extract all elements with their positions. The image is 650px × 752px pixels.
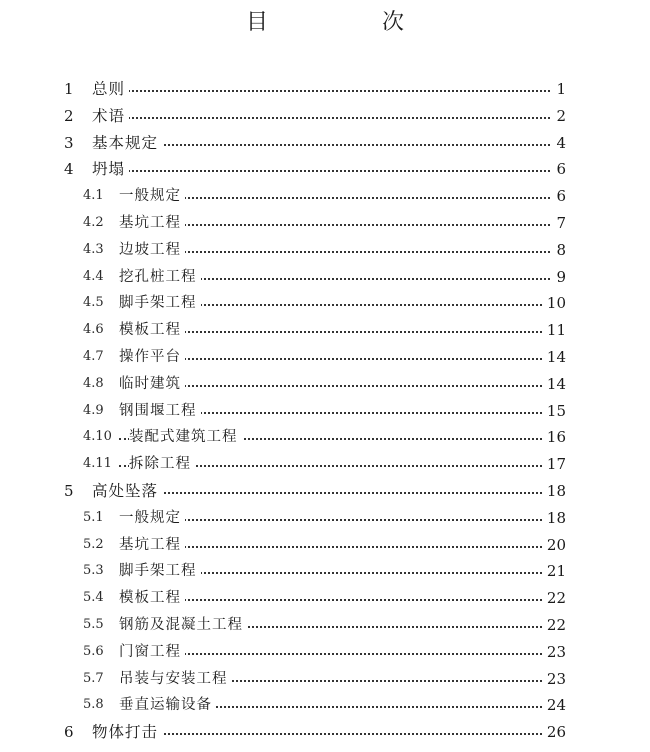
toc-entry-title: 装配式建筑工程 [129, 424, 242, 451]
toc-entry[interactable] [0, 156, 650, 183]
toc-entry[interactable] [0, 237, 650, 264]
toc-entry-number: 5.3 [83, 563, 104, 579]
toc-entry-number: 5.1 [83, 509, 104, 525]
toc-entry-title: 总则 [92, 76, 129, 103]
toc-entry-page: 14 [543, 344, 566, 371]
toc-entry-page: 26 [543, 719, 566, 746]
toc-entry-number: 4 [64, 160, 74, 179]
toc-entry-page: 23 [543, 639, 566, 666]
toc-entry-title: 基坑工程 [119, 532, 185, 559]
toc-entry-page: 18 [543, 478, 566, 505]
dot-leader [119, 358, 566, 360]
toc-entry-page: 4 [552, 130, 566, 157]
toc-entry[interactable] [0, 505, 650, 532]
toc-entry-page: 18 [543, 505, 566, 532]
toc-entry-title: 一般规定 [119, 505, 185, 532]
toc-entry-page: 16 [543, 424, 566, 451]
toc-entry-title: 坍塌 [92, 156, 129, 183]
toc-entry-page: 22 [543, 612, 566, 639]
toc-entry-page: 20 [543, 532, 566, 559]
dot-leader [119, 385, 566, 387]
toc-entry[interactable] [0, 317, 650, 344]
toc-entry-number: 4.8 [83, 375, 104, 391]
toc-entry-title: 操作平台 [119, 344, 185, 371]
toc-title: 目 次 [245, 10, 450, 35]
dot-leader [92, 492, 566, 494]
toc-entry[interactable] [0, 612, 650, 639]
toc-entry-page: 11 [543, 317, 566, 344]
dot-leader [119, 197, 566, 199]
toc-entry-page: 15 [543, 398, 566, 425]
toc-entry-number: 5 [64, 481, 74, 500]
toc-entry-number: 4.11 [83, 456, 112, 472]
toc-entry-number: 2 [64, 106, 74, 125]
dot-leader [119, 224, 566, 226]
toc-entry-title: 脚手架工程 [119, 558, 201, 585]
toc-entry[interactable] [0, 532, 650, 559]
toc-entry-number: 5.2 [83, 536, 104, 552]
dot-leader [119, 331, 566, 333]
toc-entry[interactable] [0, 76, 650, 103]
toc-entry-title: 术语 [92, 103, 129, 130]
toc-entry-title: 垂直运输设备 [119, 692, 216, 719]
toc-entry-page: 22 [543, 585, 566, 612]
toc-entry-title: 一般规定 [119, 183, 185, 210]
toc-entry-title: 拆除工程 [129, 451, 195, 478]
toc-list [0, 76, 650, 746]
toc-entry-number: 5.4 [83, 590, 104, 606]
toc-entry-number: 4.9 [83, 402, 104, 418]
toc-entry-number: 5.5 [83, 616, 104, 632]
toc-entry-page: 14 [543, 371, 566, 398]
toc-entry-title: 边坡工程 [119, 237, 185, 264]
toc-entry[interactable] [0, 344, 650, 371]
toc-entry-number: 4.3 [83, 241, 104, 257]
toc-entry-title: 挖孔桩工程 [119, 264, 201, 291]
toc-entry-page: 9 [552, 264, 566, 291]
toc-entry-title: 门窗工程 [119, 639, 185, 666]
toc-entry-number: 1 [64, 80, 74, 98]
toc-entry-number: 5.7 [83, 670, 104, 686]
toc-entry-title: 临时建筑 [119, 371, 185, 398]
dot-leader [92, 733, 566, 735]
dot-leader [92, 170, 566, 172]
toc-entry-page: 7 [552, 210, 566, 237]
dot-leader [119, 653, 566, 655]
toc-entry-page: 2 [552, 103, 566, 130]
toc-entry[interactable] [0, 451, 650, 478]
toc-entry-title: 基本规定 [92, 130, 162, 157]
toc-entry-page: 21 [543, 558, 566, 585]
toc-entry[interactable] [0, 183, 650, 210]
dot-leader [119, 519, 566, 521]
toc-entry-page: 1 [552, 76, 566, 103]
toc-entry[interactable] [0, 424, 650, 451]
toc-entry-title: 吊装与安装工程 [119, 666, 232, 693]
toc-entry-title: 高处坠落 [92, 478, 162, 505]
toc-entry[interactable] [0, 478, 650, 505]
toc-entry-number: 5.8 [83, 697, 104, 713]
toc-entry-title: 钢筋及混凝土工程 [119, 612, 247, 639]
toc-entry-number: 4.4 [83, 268, 104, 284]
toc-entry-number: 4.7 [83, 348, 104, 364]
toc-entry[interactable] [0, 639, 650, 666]
toc-entry[interactable] [0, 103, 650, 130]
toc-entry-page: 24 [543, 692, 566, 719]
toc-entry-title: 模板工程 [119, 585, 185, 612]
toc-entry-page: 23 [543, 666, 566, 693]
toc-entry[interactable] [0, 264, 650, 291]
toc-entry-page: 8 [552, 237, 566, 264]
toc-entry-number: 4.1 [83, 188, 104, 204]
toc-entry[interactable] [0, 130, 650, 157]
toc-entry-title: 脚手架工程 [119, 290, 201, 317]
toc-entry-number: 5.6 [83, 643, 104, 659]
toc-entry-number: 4.10 [83, 429, 112, 445]
toc-entry-page: 6 [552, 183, 566, 210]
dot-leader [119, 546, 566, 548]
toc-entry-page: 10 [543, 290, 566, 317]
toc-entry[interactable] [0, 666, 650, 693]
toc-entry[interactable] [0, 719, 650, 746]
toc-entry[interactable] [0, 290, 650, 317]
toc-entry-title: 钢围堰工程 [119, 398, 201, 425]
toc-entry-title: 物体打击 [92, 719, 162, 746]
dot-leader [92, 90, 566, 92]
toc-entry-title: 模板工程 [119, 317, 185, 344]
dot-leader [119, 251, 566, 253]
toc-entry-number: 4.2 [83, 214, 104, 230]
toc-entry-title: 基坑工程 [119, 210, 185, 237]
toc-entry-number: 4.5 [83, 295, 104, 311]
toc-entry-number: 3 [64, 133, 74, 152]
toc-entry[interactable] [0, 210, 650, 237]
toc-entry[interactable] [0, 398, 650, 425]
toc-entry-number: 4.6 [83, 322, 104, 338]
toc-entry-number: 6 [64, 723, 74, 742]
toc-entry[interactable] [0, 371, 650, 398]
toc-entry-page: 17 [543, 451, 566, 478]
dot-leader [119, 599, 566, 601]
dot-leader [92, 117, 566, 119]
toc-entry[interactable] [0, 692, 650, 719]
toc-entry[interactable] [0, 585, 650, 612]
toc-entry[interactable] [0, 558, 650, 585]
toc-entry-page: 6 [552, 156, 566, 183]
dot-leader [92, 144, 566, 146]
